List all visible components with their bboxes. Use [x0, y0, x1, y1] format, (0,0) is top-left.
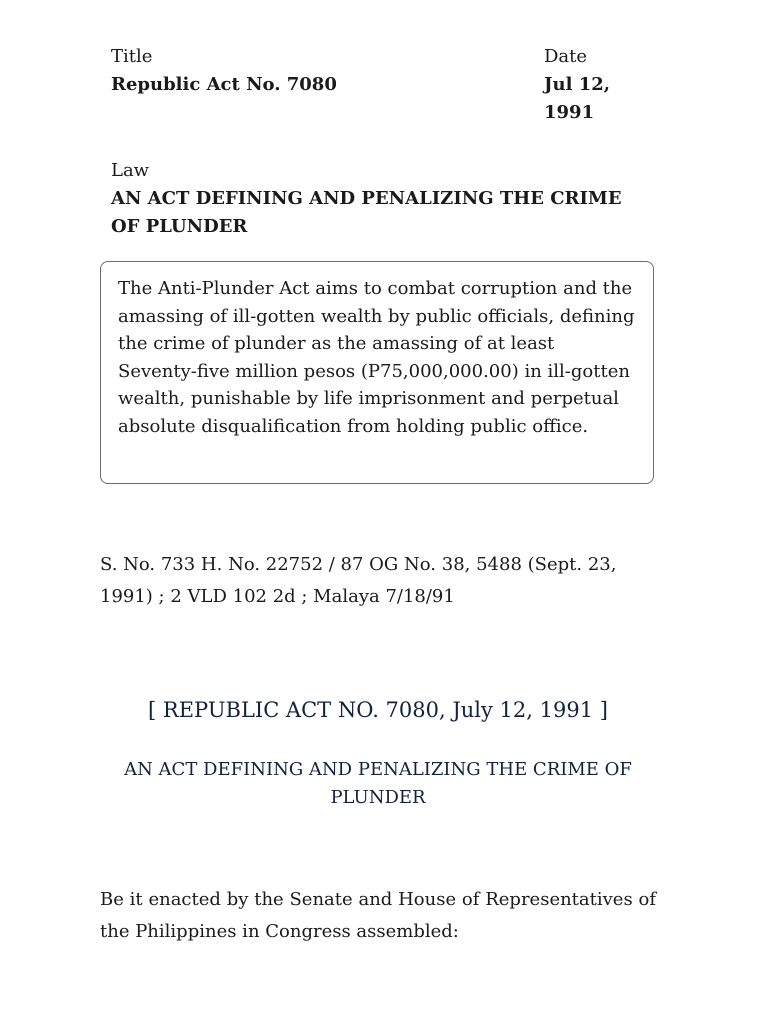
title-label: Title [111, 46, 153, 67]
title-value: Republic Act No. 7080 [111, 74, 337, 95]
date-field [544, 43, 654, 127]
law-field [111, 157, 656, 241]
summary-text: The Anti-Plunder Act aims to combat corruption and the amassing of ill-gotten wealth by public officials, defining the crime of plunder as the amassing of at least Seventy-five million pesos (P75,000,000.00) in ill-gotten wealth, punishable by life imprisonment and perpetual absolute disqualification from holding public office. [118, 278, 635, 437]
law-value: AN ACT DEFINING AND PENALIZING THE CRIME OF PLUNDER [111, 188, 622, 237]
summary-box [100, 261, 654, 484]
act-heading: [ REPUBLIC ACT NO. 7080, July 12, 1991 ] [148, 698, 608, 722]
citation-text: S. No. 733 H. No. 22752 / 87 OG No. 38, 5488 (Sept. 23, 1991) ; 2 VLD 102 2d ; Malaya 7/18/91 [100, 554, 617, 607]
date-value: Jul 12, 1991 [544, 74, 611, 123]
enacting-clause: Be it enacted by the Senate and House of Representatives of the Philippines in Congress assembled: [100, 889, 656, 942]
date-label: Date [544, 46, 588, 67]
title-field [111, 43, 511, 99]
law-label: Law [111, 160, 150, 181]
act-title: AN ACT DEFINING AND PENALIZING THE CRIME OF PLUNDER [124, 759, 632, 808]
